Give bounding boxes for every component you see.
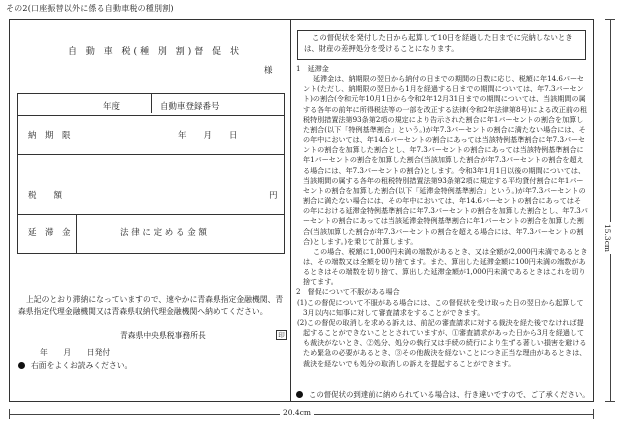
issue-date: 年 月 日発付 xyxy=(40,348,111,357)
width-dimension-label: 20.4cm xyxy=(280,408,314,417)
center-divider xyxy=(290,19,291,402)
due-date-label: 納 期 限 xyxy=(28,131,71,141)
tax-amount-unit: 円 xyxy=(269,191,278,201)
official-seal: 印 xyxy=(276,330,287,340)
width-dimension-tick xyxy=(593,409,594,419)
tax-details-table xyxy=(17,93,285,254)
form-caption: その2(口座振替以外に係る自動車税の種別割) xyxy=(6,4,174,13)
vehicle-registration-label: 自動車登録番号 xyxy=(160,102,220,112)
table-rule xyxy=(18,115,284,116)
section-appeal-title: 2 督促について不服がある場合 xyxy=(296,287,400,297)
table-rule xyxy=(18,214,284,215)
year-label: 年度 xyxy=(103,102,121,112)
section-late-fee-body-2: この場合、税額に1,000円未満の端数があるとき、又は全額が2,000円未満であるときは、その端数又は全額を切り捨てます。また、算出した延滞金額に100円未満の端数があるときはその端数を切り捨て、算出した延滞金額が1,000円未満であるときはこれを切り捨てます。 xyxy=(303,246,588,287)
late-fee-label: 延 滞 金 xyxy=(28,228,71,238)
already-paid-note-text: この督促状の到達前に納められている場合は、行き違いですので、ご了承ください。 xyxy=(309,390,590,399)
height-dimension-tick xyxy=(605,401,615,402)
section-appeal-item-1: (1)この督促について不服がある場合には、この督促状を受け取った日の翌日から起算して3月以内に知事に対して審査請求をすることができます。 xyxy=(297,297,584,317)
see-right-note-text: 右面をよくお読みください。 xyxy=(31,361,133,370)
issuing-office: 青森県中央県税事務所長 xyxy=(120,331,206,340)
height-dimension-tick xyxy=(605,19,615,20)
already-paid-note xyxy=(296,389,590,400)
section-late-fee-title: 1 延滞金 xyxy=(296,64,329,73)
bullet-icon xyxy=(296,391,303,398)
tax-amount-label: 税 額 xyxy=(28,191,63,201)
see-right-note xyxy=(18,360,132,371)
width-dimension-tick xyxy=(9,409,10,419)
table-rule xyxy=(18,154,284,155)
table-col-rule xyxy=(151,94,152,113)
late-fee-value: 法 律 に 定 め る 金 額 xyxy=(120,228,207,238)
seizure-warning-box: この督促状を発付した日から起算して10日を経過した日までに完納しないときは、財産の差押処分を受けることになります。 xyxy=(297,30,586,60)
payment-instruction: 上記のとおり滞納になっていますので、速やかに青森県指定金融機関、青森県指定代理金融機関又は青森県収納代理金融機関へ納めてください。 xyxy=(18,295,284,316)
table-col-rule xyxy=(76,215,77,253)
height-dimension-line xyxy=(610,19,611,402)
section-late-fee-body: 延滞金は、納期限の翌日から納付の日までの期間の日数に応じ、税額に年14.6パーセント(ただし、納期限の翌日から1月を経過する日までの期間については、年7.3パーセント)の割合(令和元年10月1日から令和2年12月31日までの期間については、当該期間の属する各年の前年に所得税法等の一部を改正する法律(令和2年法律第8号)による改正前の租税特別措置法第93条第2項の規定により告示された割合に年1パーセントの割合を加算した割合(以下「特例基準割合」という。)が年7.3パーセントの割合に満たない場合には、その年中においては、年14.6パーセントの割合にあっては当該特例基準割合に年7.3パーセントの割合を加算した割合とし、年7.3パーセントの割合にあっては当該特例基準割合に年1パーセントの割合を加算した割合(当該加算した割合が年7.3パーセントの割合を超える場合には、年7.3パーセントの割合)とします。令和3年1月1日以後の期間については、当該期間の属する各年の租税特別措置法第93条第2項に規定する平均貸付割合に年1パーセントの割合を加算した割合(以下「延滞金特例基準割合」という。)が年7.3パーセントの割合に満たない場合には、その年中においては、年14.6パーセントの割合にあってはその年における延滞金特例基準割合に年7.3パーセントの割合を加算した割合とし、年7.3パーセントの割合にあっては当該延滞金特例基準割合に年1パーセントの割合を加算した割合(当該加算した割合が年7.3パーセントの割合を超える場合には、年7.3パーセントの割合)とします。)を乗じて計算します。 xyxy=(303,74,588,246)
bullet-icon xyxy=(18,362,25,369)
addressee-suffix: 様 xyxy=(264,66,273,76)
height-dimension-label: 15.3cm xyxy=(603,224,612,253)
due-date-value: 年 月 日 xyxy=(178,131,238,141)
section-appeal-item-2: (2)この督促の取消しを求める訴えは、前記の審査請求に対する裁決を経た後でなければ提起することができないこととされていますが、①審査請求があった日から3月を経過しても裁決がないとき、②処分、処分の執行又は手続の続行により生ずる著しい損害を避けるため緊急の必要があるとき、③その他裁決を経ないことにつき正当な理由があるときは、裁決を経ないでも処分の取消しの訴えを提起することができます。 xyxy=(297,317,587,368)
explanation-text xyxy=(296,64,588,369)
form-title: 自 動 車 税(種 別 割)督 促 状 xyxy=(67,47,243,57)
